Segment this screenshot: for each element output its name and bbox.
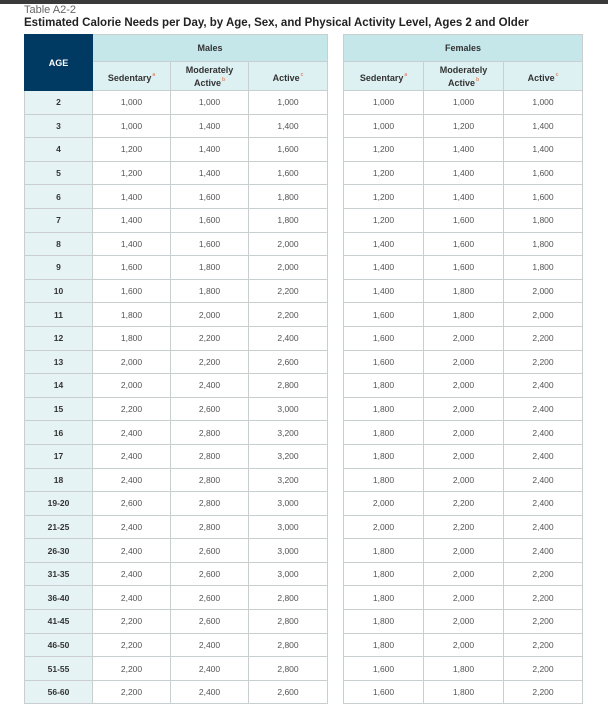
male-moderate-cell: 2,600 — [171, 539, 249, 563]
female-moderate-cell: 1,800 — [424, 680, 504, 704]
female-moderate-cell: 1,800 — [424, 279, 504, 303]
male-active-cell: 2,800 — [249, 610, 328, 634]
male-moderate-cell: 2,400 — [171, 374, 249, 398]
male-moderate-cell: 2,800 — [171, 515, 249, 539]
female-active-cell: 2,400 — [504, 515, 583, 539]
female-active-cell: 2,400 — [504, 492, 583, 516]
table-row — [25, 610, 328, 634]
age-cell: 41-45 — [25, 610, 93, 634]
male-moderate-cell: 2,600 — [171, 562, 249, 586]
table-row — [25, 303, 328, 327]
male-active-cell: 3,200 — [249, 421, 328, 445]
age-cell: 5 — [25, 161, 93, 185]
male-sedentary-cell: 2,000 — [93, 350, 171, 374]
female-moderate-cell: 1,400 — [424, 185, 504, 209]
table-row — [25, 161, 328, 185]
female-moderate-cell: 1,000 — [424, 91, 504, 115]
male-moderate-cell: 2,800 — [171, 468, 249, 492]
table-row — [344, 421, 583, 445]
male-active-cell: 3,000 — [249, 539, 328, 563]
male-active-cell: 3,000 — [249, 397, 328, 421]
female-active-cell: 2,200 — [504, 633, 583, 657]
table-row — [344, 256, 583, 280]
female-active-cell: 1,400 — [504, 114, 583, 138]
female-sedentary-cell: 1,800 — [344, 633, 424, 657]
female-active-cell: 2,400 — [504, 374, 583, 398]
males-table — [24, 34, 328, 704]
female-sedentary-cell: 1,800 — [344, 468, 424, 492]
age-cell: 4 — [25, 138, 93, 162]
male-sedentary-cell: 2,000 — [93, 374, 171, 398]
male-sedentary-cell: 1,400 — [93, 208, 171, 232]
age-cell: 46-50 — [25, 633, 93, 657]
males-header: Males — [93, 35, 328, 62]
male-active-cell: 2,800 — [249, 657, 328, 681]
females-table — [343, 34, 583, 704]
table-row — [25, 232, 328, 256]
table-row — [344, 374, 583, 398]
age-cell: 6 — [25, 185, 93, 209]
female-moderate-cell: 2,200 — [424, 492, 504, 516]
male-sedentary-cell: 1,200 — [93, 161, 171, 185]
male-moderate-cell: 2,400 — [171, 657, 249, 681]
table-row — [344, 397, 583, 421]
table-row — [25, 114, 328, 138]
age-cell: 26-30 — [25, 539, 93, 563]
age-cell: 3 — [25, 114, 93, 138]
age-cell: 56-60 — [25, 680, 93, 704]
female-active-cell: 1,800 — [504, 208, 583, 232]
age-cell: 2 — [25, 91, 93, 115]
table-row — [344, 279, 583, 303]
male-sedentary-cell: 1,000 — [93, 114, 171, 138]
age-cell: 19-20 — [25, 492, 93, 516]
female-active-cell: 2,200 — [504, 350, 583, 374]
female-active-cell: 2,000 — [504, 279, 583, 303]
female-moderate-cell: 2,000 — [424, 421, 504, 445]
age-cell: 21-25 — [25, 515, 93, 539]
table-row — [25, 515, 328, 539]
age-cell: 15 — [25, 397, 93, 421]
male-moderate-cell: 2,800 — [171, 492, 249, 516]
male-sedentary-cell: 2,200 — [93, 680, 171, 704]
table-row — [344, 539, 583, 563]
age-cell: 18 — [25, 468, 93, 492]
male-moderate-cell: 2,200 — [171, 350, 249, 374]
table-row — [344, 161, 583, 185]
male-moderate-cell: 2,800 — [171, 444, 249, 468]
female-sedentary-cell: 2,000 — [344, 492, 424, 516]
female-moderate-cell: 1,400 — [424, 138, 504, 162]
table-row — [344, 610, 583, 634]
female-sedentary-cell: 1,200 — [344, 208, 424, 232]
age-cell: 7 — [25, 208, 93, 232]
table-row — [25, 657, 328, 681]
male-active-cell: 3,200 — [249, 444, 328, 468]
table-row — [344, 657, 583, 681]
female-moderate-cell: 2,200 — [424, 515, 504, 539]
male-moderate-cell: 1,400 — [171, 138, 249, 162]
table-row — [25, 586, 328, 610]
male-sedentary-cell: 1,600 — [93, 256, 171, 280]
male-active-cell: 2,200 — [249, 303, 328, 327]
female-moderate-cell: 1,600 — [424, 256, 504, 280]
age-header: AGE — [25, 35, 93, 91]
age-cell: 10 — [25, 279, 93, 303]
age-cell: 12 — [25, 326, 93, 350]
male-active-header: Active$^c$ — [249, 62, 328, 91]
table-label: Table A2-2 — [24, 4, 76, 16]
female-moderate-cell: 2,000 — [424, 397, 504, 421]
male-moderate-cell: 2,600 — [171, 397, 249, 421]
female-sedentary-cell: 1,600 — [344, 303, 424, 327]
table-row — [25, 539, 328, 563]
male-sedentary-cell: 2,400 — [93, 562, 171, 586]
female-moderate-cell: 1,600 — [424, 232, 504, 256]
female-active-cell: 1,800 — [504, 256, 583, 280]
table-row — [25, 397, 328, 421]
male-sedentary-cell: 2,200 — [93, 397, 171, 421]
table-row — [25, 279, 328, 303]
male-active-cell: 2,800 — [249, 374, 328, 398]
table-row — [344, 680, 583, 704]
female-sedentary-cell: 2,000 — [344, 515, 424, 539]
table-row — [344, 633, 583, 657]
male-moderate-cell: 2,800 — [171, 421, 249, 445]
female-sedentary-cell: 1,600 — [344, 657, 424, 681]
male-sedentary-cell: 2,200 — [93, 657, 171, 681]
female-active-cell: 2,200 — [504, 610, 583, 634]
female-moderate-header: Moderately Active$^b$ — [424, 62, 504, 91]
male-sedentary-cell: 2,400 — [93, 468, 171, 492]
table-row — [344, 326, 583, 350]
male-moderate-cell: 1,400 — [171, 161, 249, 185]
male-moderate-header: Moderately Active$^b$ — [171, 62, 249, 91]
female-active-cell: 2,400 — [504, 468, 583, 492]
male-moderate-cell: 1,400 — [171, 114, 249, 138]
female-sedentary-cell: 1,600 — [344, 680, 424, 704]
male-sedentary-cell: 1,400 — [93, 232, 171, 256]
male-sedentary-cell: 2,600 — [93, 492, 171, 516]
female-sedentary-cell: 1,200 — [344, 161, 424, 185]
male-active-cell: 2,000 — [249, 232, 328, 256]
female-active-cell: 1,400 — [504, 138, 583, 162]
table-row — [25, 138, 328, 162]
table-row — [344, 185, 583, 209]
female-active-cell: 2,200 — [504, 326, 583, 350]
male-sedentary-cell: 2,400 — [93, 539, 171, 563]
age-cell: 13 — [25, 350, 93, 374]
table-row — [344, 468, 583, 492]
female-sedentary-cell: 1,800 — [344, 397, 424, 421]
female-moderate-cell: 1,800 — [424, 303, 504, 327]
table-row — [25, 185, 328, 209]
table-row — [344, 492, 583, 516]
male-sedentary-cell: 1,800 — [93, 326, 171, 350]
male-active-cell: 2,200 — [249, 279, 328, 303]
female-active-cell: 2,200 — [504, 586, 583, 610]
females-header: Females — [344, 35, 583, 62]
age-cell: 8 — [25, 232, 93, 256]
male-active-cell: 2,400 — [249, 326, 328, 350]
age-cell: 17 — [25, 444, 93, 468]
male-moderate-cell: 2,600 — [171, 586, 249, 610]
table-row — [344, 515, 583, 539]
table-row — [25, 633, 328, 657]
female-sedentary-cell: 1,200 — [344, 185, 424, 209]
male-active-cell: 1,000 — [249, 91, 328, 115]
age-cell: 36-40 — [25, 586, 93, 610]
female-sedentary-header: Sedentary$^a$ — [344, 62, 424, 91]
male-active-cell: 1,800 — [249, 185, 328, 209]
male-active-cell: 3,200 — [249, 468, 328, 492]
female-moderate-cell: 2,000 — [424, 586, 504, 610]
male-sedentary-cell: 1,000 — [93, 91, 171, 115]
female-moderate-cell: 2,000 — [424, 633, 504, 657]
male-sedentary-cell: 1,400 — [93, 185, 171, 209]
female-active-cell: 2,200 — [504, 680, 583, 704]
male-moderate-cell: 1,600 — [171, 185, 249, 209]
female-active-cell: 1,000 — [504, 91, 583, 115]
male-active-cell: 2,600 — [249, 680, 328, 704]
female-sedentary-cell: 1,400 — [344, 232, 424, 256]
male-moderate-cell: 2,200 — [171, 326, 249, 350]
table-row — [344, 138, 583, 162]
male-moderate-cell: 2,400 — [171, 680, 249, 704]
female-moderate-cell: 1,200 — [424, 114, 504, 138]
female-sedentary-cell: 1,600 — [344, 326, 424, 350]
male-moderate-cell: 1,000 — [171, 91, 249, 115]
female-moderate-cell: 2,000 — [424, 374, 504, 398]
table-row — [25, 91, 328, 115]
male-active-cell: 2,800 — [249, 633, 328, 657]
female-active-cell: 2,400 — [504, 444, 583, 468]
age-cell: 51-55 — [25, 657, 93, 681]
male-sedentary-cell: 2,400 — [93, 586, 171, 610]
table-row — [25, 492, 328, 516]
female-moderate-cell: 1,600 — [424, 208, 504, 232]
male-moderate-cell: 1,800 — [171, 256, 249, 280]
table-row — [344, 232, 583, 256]
male-active-cell: 2,600 — [249, 350, 328, 374]
male-active-cell: 2,800 — [249, 586, 328, 610]
male-sedentary-cell: 1,200 — [93, 138, 171, 162]
female-active-cell: 2,400 — [504, 397, 583, 421]
female-sedentary-cell: 1,800 — [344, 444, 424, 468]
female-moderate-cell: 2,000 — [424, 562, 504, 586]
female-moderate-cell: 1,400 — [424, 161, 504, 185]
female-moderate-cell: 1,800 — [424, 657, 504, 681]
male-active-cell: 3,000 — [249, 562, 328, 586]
table-row — [344, 350, 583, 374]
male-sedentary-cell: 2,400 — [93, 515, 171, 539]
table-row — [25, 444, 328, 468]
female-sedentary-cell: 1,000 — [344, 114, 424, 138]
table-row — [344, 303, 583, 327]
female-active-cell: 1,800 — [504, 232, 583, 256]
table-row — [344, 91, 583, 115]
male-moderate-cell: 1,800 — [171, 279, 249, 303]
female-active-header: Active$^c$ — [504, 62, 583, 91]
table-row — [344, 586, 583, 610]
female-moderate-cell: 2,000 — [424, 468, 504, 492]
male-moderate-cell: 2,400 — [171, 633, 249, 657]
table-row — [344, 114, 583, 138]
female-sedentary-cell: 1,800 — [344, 421, 424, 445]
female-sedentary-cell: 1,400 — [344, 279, 424, 303]
female-moderate-cell: 2,000 — [424, 539, 504, 563]
male-sedentary-cell: 1,800 — [93, 303, 171, 327]
male-sedentary-header: Sedentary$^a$ — [93, 62, 171, 91]
table-row — [344, 444, 583, 468]
female-active-cell: 2,200 — [504, 562, 583, 586]
female-sedentary-cell: 1,800 — [344, 562, 424, 586]
male-active-cell: 3,000 — [249, 492, 328, 516]
female-sedentary-cell: 1,800 — [344, 610, 424, 634]
table-row — [25, 468, 328, 492]
table-row — [25, 326, 328, 350]
age-cell: 9 — [25, 256, 93, 280]
female-sedentary-cell: 1,800 — [344, 374, 424, 398]
male-sedentary-cell: 2,400 — [93, 421, 171, 445]
female-active-cell: 2,000 — [504, 303, 583, 327]
male-sedentary-cell: 1,600 — [93, 279, 171, 303]
female-sedentary-cell: 1,400 — [344, 256, 424, 280]
female-moderate-cell: 2,000 — [424, 444, 504, 468]
female-moderate-cell: 2,000 — [424, 326, 504, 350]
table-row — [25, 256, 328, 280]
table-row — [25, 374, 328, 398]
female-sedentary-cell: 1,600 — [344, 350, 424, 374]
female-active-cell: 2,400 — [504, 539, 583, 563]
top-bar — [0, 0, 608, 4]
female-sedentary-cell: 1,000 — [344, 91, 424, 115]
male-active-cell: 1,400 — [249, 114, 328, 138]
age-cell: 31-35 — [25, 562, 93, 586]
female-moderate-cell: 2,000 — [424, 350, 504, 374]
male-active-cell: 1,600 — [249, 138, 328, 162]
female-moderate-cell: 2,000 — [424, 610, 504, 634]
table-title: Estimated Calorie Needs per Day, by Age, Sex, and Physical Activity Level, Ages 2 and Older — [24, 17, 529, 29]
male-active-cell: 2,000 — [249, 256, 328, 280]
female-active-cell: 1,600 — [504, 161, 583, 185]
female-sedentary-cell: 1,800 — [344, 586, 424, 610]
female-sedentary-cell: 1,200 — [344, 138, 424, 162]
female-active-cell: 2,400 — [504, 421, 583, 445]
age-cell: 16 — [25, 421, 93, 445]
male-moderate-cell: 2,000 — [171, 303, 249, 327]
table-row — [25, 350, 328, 374]
male-active-cell: 1,800 — [249, 208, 328, 232]
male-moderate-cell: 2,600 — [171, 610, 249, 634]
age-cell: 14 — [25, 374, 93, 398]
table-row — [25, 562, 328, 586]
table-row — [25, 421, 328, 445]
table-row — [344, 562, 583, 586]
female-active-cell: 1,600 — [504, 185, 583, 209]
male-active-cell: 1,600 — [249, 161, 328, 185]
table-row — [25, 680, 328, 704]
male-moderate-cell: 1,600 — [171, 208, 249, 232]
male-moderate-cell: 1,600 — [171, 232, 249, 256]
female-sedentary-cell: 1,800 — [344, 539, 424, 563]
male-sedentary-cell: 2,200 — [93, 633, 171, 657]
female-active-cell: 2,200 — [504, 657, 583, 681]
male-sedentary-cell: 2,200 — [93, 610, 171, 634]
male-active-cell: 3,000 — [249, 515, 328, 539]
table-row — [344, 208, 583, 232]
table-row — [25, 208, 328, 232]
age-cell: 11 — [25, 303, 93, 327]
male-sedentary-cell: 2,400 — [93, 444, 171, 468]
